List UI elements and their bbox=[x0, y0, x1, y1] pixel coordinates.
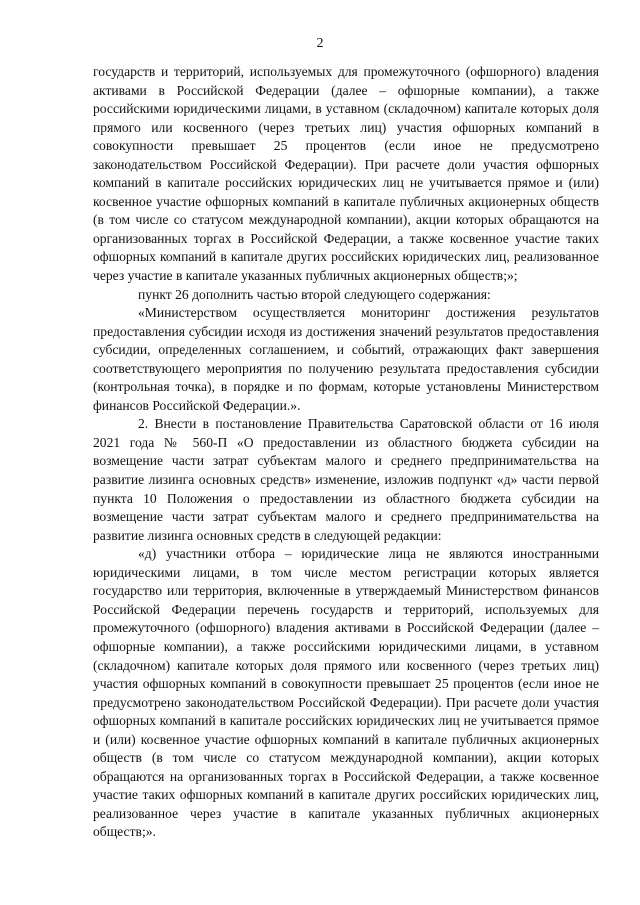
paragraph-item-26-amendment: пункт 26 дополнить частью второй следующего содержания: bbox=[138, 286, 491, 302]
paragraph-monitoring-text: «Министерством осуществляется мониторинг достижения результатов предоставления субсидии исходя из достижения значений результатов предоставления субсидии, определенных соглашением, и событий, отражающих факт завершения соответствующего мероприятия по получению результата предоставления субсидии (контрольная точка), в порядке и по формам, которые установлены Министерством финансов Российской Федерации.». bbox=[93, 305, 599, 413]
paragraph-offshore-continuation: государств и территорий, используемых для промежуточного (офшорного) владения активами в Российской Федерации (далее – офшорные компании), а также российскими юридическими лицами, в уставном (складочном) капитале которых доля прямого или косвенного (через третьих лиц) участия офшорных компаний в совокупности превышает 25 процентов (если иное не предусмотрено законодательством Российской Федерации). При расчете доли участия офшорных компаний в капитале российских юридических лиц не учитывается прямое и (или) косвенное участие офшорных компаний в капитале публичных акционерных обществ (в том числе со статусом международной компании), акции которых обращаются на организованных торгах в Российской Федерации, а также косвенное участие таких офшорных компаний в капитале других российских юридических лиц, реализованное через участие в капитале указанных публичных акционерных обществ;»; bbox=[93, 64, 599, 284]
paragraph-section-2: 2. Внести в постановление Правительства Саратовской области от 16 июля 2021 года № 560-П «О предоставлении из областного бюджета субсидии на возмещение части затрат субъектам малого и среднего предпринимательства на развитие лизинга основных средств» изменение, изложив подпункт «д» части первой пункта 10 Положения о предоставлении из областного бюджета субсидии на возмещение части затрат субъектам малого и среднего предпринимательства на развитие лизинга основных средств в следующей редакции: bbox=[93, 416, 599, 543]
document-body bbox=[93, 63, 599, 842]
paragraph-subitem-d: «д) участники отбора – юридические лица не являются иностранными юридическими лицами, в том числе местом регистрации которых является государство или территория, включенные в утверждаемый Министерством финансов Российской Федерации перечень государств и территорий, используемых для промежуточного (офшорного) владения активами в Российской Федерации (далее – офшорные компании), а также российскими юридическими лицами, в уставном (складочном) капитале которых доля прямого или косвенного (через третьих лиц) участия офшорных компаний в совокупности превышает 25 процентов (если иное не предусмотрено законодательством Российской Федерации). При расчете доли участия офшорных компаний в капитале российских юридических лиц не учитывается прямое и (или) косвенное участие офшорных компаний в капитале публичных акционерных обществ (в том числе со статусом международной компании), акции которых обращаются на организованных торгах в Российской Федерации, а также косвенное участие таких офшорных компаний в капитале других российских юридических лиц, реализованное через участие в капитале указанных публичных акционерных обществ;». bbox=[93, 546, 599, 840]
page-number: 2 bbox=[316, 36, 324, 51]
